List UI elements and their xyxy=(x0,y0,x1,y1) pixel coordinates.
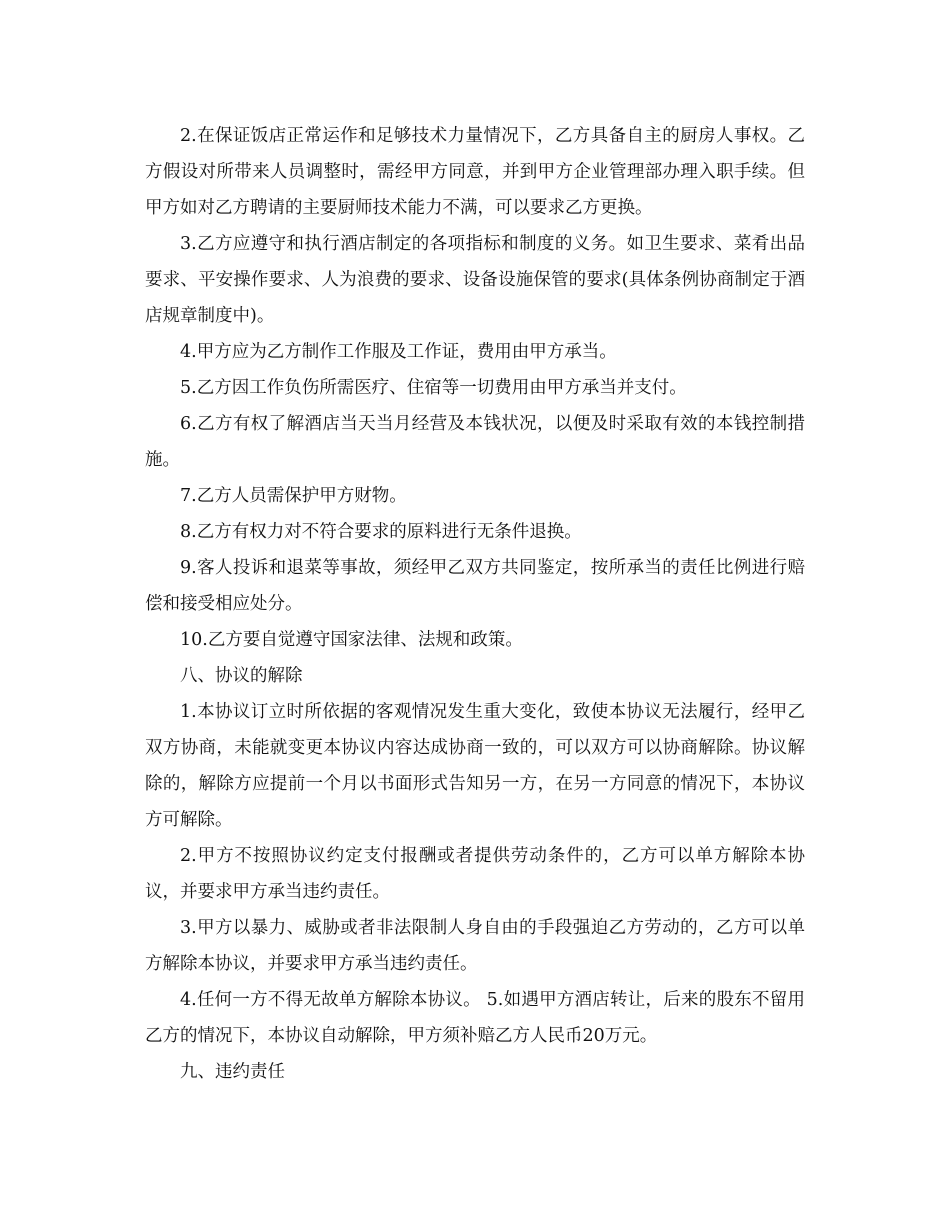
paragraph-clause-3: 3.乙方应遵守和执行酒店制定的各项指标和制度的义务。如卫生要求、菜肴出品要求、平安操作要求、人为浪费的要求、设备设施保管的要求(具体条例协商制定于酒店规章制度中)。 xyxy=(145,234,805,326)
paragraph-clause-6: 6.乙方有权了解酒店当天当月经营及本钱状况，以便及时采取有效的本钱控制措施。 xyxy=(145,414,805,470)
section-heading-breach-liability: 九、违约责任 xyxy=(180,1062,285,1082)
paragraph-clause-2: 2.在保证饭店正常运作和足够技术力量情况下，乙方具备自主的厨房人事权。乙方假设对所带来人员调整时，需经甲方同意，并到甲方企业管理部办理入职手续。但甲方如对乙方聘请的主要厨师技术能力不满，可以要求乙方更换。 xyxy=(145,126,805,218)
paragraph-termination-4-5: 4.任何一方不得无故单方解除本协议。 5.如遇甲方酒店转让，后来的股东不留用乙方的情况下，本协议自动解除，甲方须补赔乙方人民币20万元。 xyxy=(145,990,805,1046)
paragraph-termination-2: 2.甲方不按照协议约定支付报酬或者提供劳动条件的，乙方可以单方解除本协议，并要求甲方承当违约责任。 xyxy=(145,846,805,902)
paragraph-termination-3: 3.甲方以暴力、威胁或者非法限制人身自由的手段强迫乙方劳动的，乙方可以单方解除本协议，并要求甲方承当违约责任。 xyxy=(145,918,805,974)
document-body xyxy=(145,118,805,1090)
paragraph-termination-1: 1.本协议订立时所依据的客观情况发生重大变化，致使本协议无法履行，经甲乙 双方协商，未能就变更本协议内容达成协商一致的，可以双方可以协商解除。协议解除的，解除方应提前一个月以书面形式告知另一方，在另一方同意的情况下，本协议方可解除。 xyxy=(145,702,805,830)
paragraph-clause-5: 5.乙方因工作负伤所需医疗、住宿等一切费用由甲方承当并支付。 xyxy=(180,378,687,398)
section-heading-termination: 八、协议的解除 xyxy=(180,666,303,686)
paragraph-clause-10: 10.乙方要自觉遵守国家法律、法规和政策。 xyxy=(180,630,523,650)
paragraph-clause-8: 8.乙方有权力对不符合要求的原料进行无条件退换。 xyxy=(180,522,582,542)
paragraph-clause-7: 7.乙方人员需保护甲方财物。 xyxy=(180,486,407,506)
paragraph-clause-4: 4.甲方应为乙方制作工作服及工作证，费用由甲方承当。 xyxy=(180,342,617,362)
paragraph-clause-9: 9.客人投诉和退菜等事故，须经甲乙双方共同鉴定，按所承当的责任比例进行赔偿和接受相应处分。 xyxy=(145,558,805,614)
